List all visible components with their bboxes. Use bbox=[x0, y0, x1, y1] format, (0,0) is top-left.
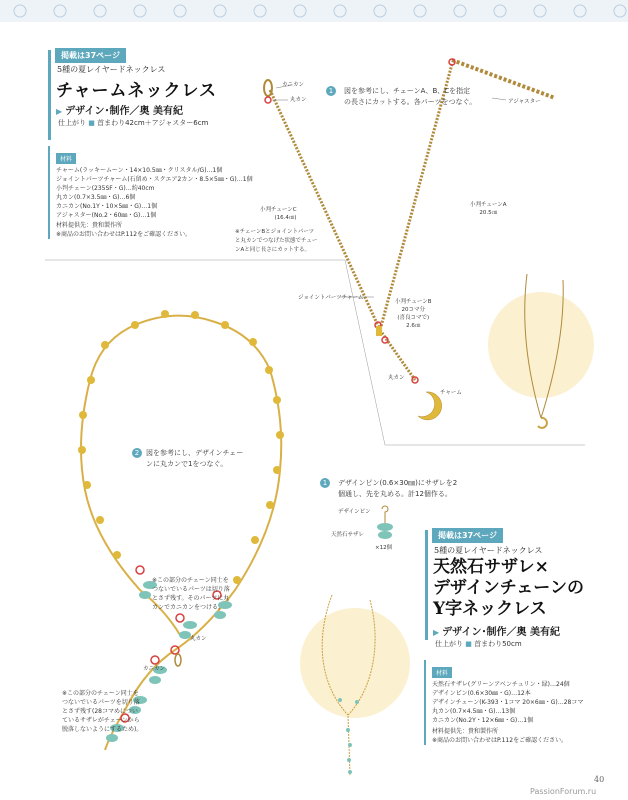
step-number-icon: 1 bbox=[320, 478, 330, 488]
label-chain-c-name: 小判チェーンC bbox=[260, 207, 297, 213]
step-number-icon: 1 bbox=[326, 86, 336, 96]
label-adjuster: アジャスター bbox=[508, 99, 541, 105]
item2-materials bbox=[424, 660, 583, 745]
item2-material-line: 丸カン(0.7×4.5㎜・G)…13個 bbox=[432, 708, 516, 715]
watermark: PassionForum.ru bbox=[530, 787, 597, 796]
item1-material-line: カニカン(No.1Y・10×5㎜・G)…1個 bbox=[56, 203, 158, 210]
top-pattern-strip bbox=[0, 0, 628, 22]
item2-title-line: デザインチェーンの bbox=[433, 578, 584, 598]
item2-design-credit: ▶ デザイン･制作／奥 美有紀 bbox=[433, 623, 560, 638]
item1-subtitle: 5種の夏レイヤードネックレス bbox=[57, 65, 166, 74]
label-marukan-3: 丸カン bbox=[190, 636, 207, 642]
diagram2-note-a bbox=[152, 576, 230, 612]
note-b-line: ているサザレがチェーンから bbox=[62, 717, 140, 724]
diagram2-step2-text-2: ンに丸カンで1をつなぐ。 bbox=[146, 460, 228, 468]
note-a-line: ※この部分のチェーン同士を bbox=[152, 577, 229, 584]
diagram1-note bbox=[235, 228, 317, 255]
item2-page-tag: 掲載は37ページ bbox=[432, 528, 503, 543]
note-b-line: ※この部分のチェーン同士を bbox=[62, 690, 139, 697]
step-number-icon: 2 bbox=[132, 448, 142, 458]
label-marukan: 丸カン bbox=[290, 97, 307, 103]
item2-accent-bar bbox=[425, 530, 428, 640]
label-marukan-2: 丸カン bbox=[388, 375, 405, 381]
item1-material-line: アジャスター(No.2・60㎜・G)…1個 bbox=[56, 212, 157, 219]
item1-material-line: チャーム(ラッキームーン・14×10.5㎜・クリスタル/G)…1個 bbox=[56, 167, 223, 174]
diagram1-note-line: ンAと同じ長さにカットする。 bbox=[235, 247, 311, 253]
label-chain-a-length: 20.5㎝ bbox=[479, 210, 498, 216]
diagram1-note-line: ※チェーンBとジョイントパーツ bbox=[235, 229, 315, 235]
item2-size bbox=[435, 639, 522, 649]
diagram1-step1-text-1: 図を参考にし、チェーンA、B、Cを指定 bbox=[344, 87, 471, 95]
diagram2-step2-text-1: 図を参考にし、デザインチェー bbox=[146, 449, 244, 457]
item2-material-line: 天然石サザレ(グリーンアベンチュリン・緑)…24個 bbox=[432, 681, 570, 688]
item2-material-line: デザインピン(0.6×30㎜・G)…12本 bbox=[432, 690, 531, 697]
note-b-line: とさず残す(28コマめについ bbox=[62, 708, 138, 715]
diagram2-step1 bbox=[320, 478, 458, 498]
item1-size bbox=[58, 118, 208, 128]
note-a-line: とさず残す。そのパーツに丸 bbox=[152, 595, 230, 602]
item1-supply: 材料提供先：貴和製作所 bbox=[56, 222, 123, 229]
label-sazare: 天然石サザレ bbox=[331, 532, 364, 538]
item1-size-value: 首まわり42cm＋アジャスター6cm bbox=[97, 119, 209, 127]
label-kanikan: カニカン bbox=[282, 82, 305, 88]
diagram2-note-b bbox=[62, 689, 142, 734]
label-chain-b-length: 2.6㎝ bbox=[406, 323, 421, 329]
item1-title: チャームネックレス bbox=[56, 81, 217, 101]
label-charm: チャーム bbox=[440, 390, 462, 396]
item2-size-marker: ■ bbox=[465, 640, 472, 648]
item1-material-line: 丸カン(0.7×3.5㎜・G)…6個 bbox=[56, 194, 136, 201]
item2-supply: 材料提供先：貴和製作所 bbox=[432, 728, 499, 735]
label-design-pin: デザインピン bbox=[338, 509, 371, 515]
item2-subtitle: 5種の夏レイヤードネックレス bbox=[434, 546, 543, 555]
item2-material-line: デザインチェーン(K-393・1コマ 20×6㎜・G)…28コマ bbox=[432, 699, 584, 706]
diagram1-step1 bbox=[326, 86, 477, 106]
label-chain-b-name: 小判チェーンB bbox=[395, 299, 432, 305]
item1-supply-note: ※商品のお問い合わせはP.112をご確認ください。 bbox=[56, 231, 192, 238]
label-chain-a-name: 小判チェーンA bbox=[470, 202, 507, 208]
diagram2-step1-text-1: デザインピン(0.6×30㎜)にサザレを2 bbox=[338, 479, 458, 487]
item1-accent-bar bbox=[48, 50, 51, 140]
item1-size-marker: ■ bbox=[88, 119, 95, 127]
label-chain-b-count: 20コマ分 bbox=[401, 307, 425, 313]
item2-title-line: 天然石サザレ× bbox=[433, 557, 549, 577]
page-number: 40 bbox=[594, 775, 605, 784]
label-chain-a bbox=[470, 200, 507, 216]
item1-design-credit: ▶ デザイン･制作／奥 美有紀 bbox=[56, 102, 183, 117]
note-b-line: 脱落しないようにするため)。 bbox=[62, 726, 143, 733]
label-joint-charm: ジョイントパーツチャーム bbox=[298, 295, 364, 301]
item2-supply-note: ※商品のお問い合わせはP.112をご確認ください。 bbox=[432, 737, 568, 744]
note-b-line: つないでいるパーツを切り落 bbox=[62, 699, 140, 706]
sazare-pin-illustration bbox=[370, 505, 400, 545]
item1-size-label: 仕上がり bbox=[58, 119, 86, 127]
item1-page-tag: 掲載は37ページ bbox=[55, 48, 126, 63]
item2-size-label: 仕上がり bbox=[435, 640, 463, 648]
diagram1-note-line: と丸カンでつなげた状態でチェー bbox=[235, 238, 318, 244]
note-a-line: つないでいるパーツは切り落 bbox=[152, 586, 230, 593]
item1-material-line: 小判チェーン(235SF・G)…約40cm bbox=[56, 185, 155, 192]
label-count: ×12個 bbox=[375, 545, 393, 551]
label-kanikan-2: カニカン bbox=[143, 666, 166, 672]
item1-material-line: ジョイントパーツチャーム(石留め・スクエア2カン・8.5×5㎜・G)…1個 bbox=[56, 176, 253, 183]
photo2-necklace-image bbox=[310, 590, 390, 785]
diagram2-step1-text-2: 個通し、先を丸める。計12個作る。 bbox=[338, 490, 452, 498]
rose-pattern-icon bbox=[0, 0, 628, 22]
diagram2-step2 bbox=[132, 448, 244, 468]
note-a-line: カンでカニカンをつける。 bbox=[152, 604, 225, 611]
item2-materials-head: 材料 bbox=[432, 667, 452, 678]
item2-title-line: Y字ネックレス bbox=[433, 599, 547, 619]
item1-materials-head: 材料 bbox=[56, 153, 76, 164]
item2-size-value: 首まわり50cm bbox=[474, 640, 522, 648]
diagram1-step1-text-2: の長さにカットする。各パーツをつなぐ。 bbox=[344, 98, 477, 106]
item1-materials bbox=[48, 146, 253, 239]
label-chain-c-length: (16.4㎝) bbox=[274, 215, 297, 221]
label-chain-b-note: (喜良コマで) bbox=[397, 315, 430, 321]
item2-material-line: カニカン(No.2Y・12×6㎜・G)…1個 bbox=[432, 717, 534, 724]
label-chain-c bbox=[260, 205, 297, 221]
item2-title bbox=[433, 557, 584, 620]
